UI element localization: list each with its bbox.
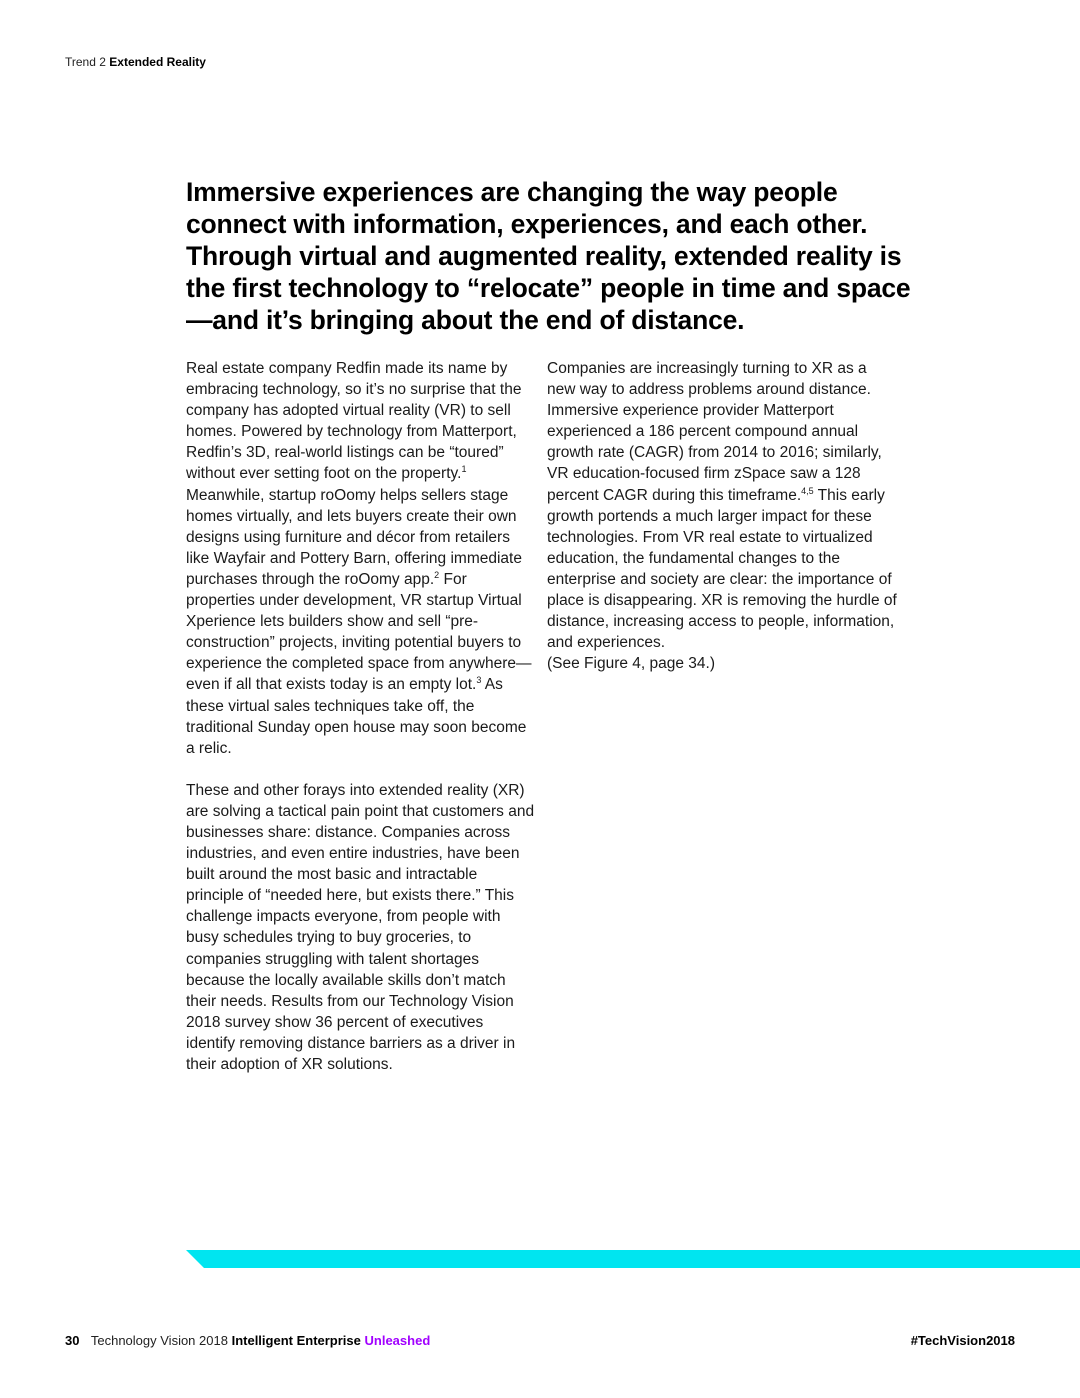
text-run: Meanwhile, startup roOomy helps sellers stage homes virtually, and lets buyers create their own designs using furniture and décor from retailers like Wayfair and Pottery Barn, offering immediate purchases through the roOomy app. — [186, 486, 522, 588]
text-run: Real estate company Redfin made its name by embracing technology, so it’s no surprise that the company has adopted virtual reality (VR) to sell homes. Powered by technology from Matterport, Redfin’s 3D, real-world listings can be “toured” without ever setting foot on the property. — [186, 360, 522, 483]
figure-reference: (See Figure 4, page 34.) — [547, 655, 716, 673]
header-trend: Trend 2 — [65, 55, 106, 69]
footer-hashtag: #TechVision2018 — [910, 1333, 1015, 1348]
footer-publication: Technology Vision 2018 — [90, 1333, 228, 1348]
left-column — [186, 358, 536, 1075]
footer-left — [65, 1333, 430, 1348]
right-column — [547, 358, 897, 674]
running-header — [65, 55, 206, 69]
footnote-ref: 2 — [434, 569, 440, 580]
footnote-ref: 3 — [476, 675, 482, 686]
footer-title-bold: Intelligent Enterprise — [231, 1333, 361, 1348]
text-run: For properties under development, VR startup Virtual Xperience lets builders show and sell “pre-construction” projects, inviting potential buyers to experience the completed space from anywhere—even if all that exists today is an empty lot. — [186, 570, 532, 694]
footnote-ref: 1 — [461, 464, 467, 475]
accent-stripe — [186, 1250, 1080, 1268]
header-title: Extended Reality — [109, 55, 206, 69]
text-run: Companies are increasingly turning to XR as a new way to address problems around distance. Immersive experience provider Matterport experienced a 186 percent compound annual growth rate (CAGR) from 2014 to 2016; similarly, VR education-focused firm zSpace saw a 128 percent CAGR during this timeframe. — [547, 360, 882, 504]
paragraph-distance: These and other forays into extended reality (XR) are solving a tactical pain point that customers and businesses share: distance. Companies across industries, and even entire industries, have been built around the most basic and intractable principle of “needed here, but exists there.” This challenge impacts everyone, from people with busy schedules trying to buy groceries, to companies struggling with talent shortages because the locally available skills don’t match their needs. Results from our Technology Vision 2018 survey show 36 percent of executives identify removing distance barriers as a driver in their adoption of XR solutions. — [186, 781, 535, 1073]
text-run: As these virtual sales techniques take off, the traditional Sunday open house may soon become a relic. — [186, 676, 527, 757]
page-headline: Immersive experiences are changing the way people connect with information, experiences, and each other. Through virtual and augmented reality, extended reality is the first technology to “relocate” people in time and space—and it’s bringing about the end of distance. — [186, 177, 911, 335]
paragraph-growth — [547, 358, 897, 674]
footer-title-accent: Unleashed — [364, 1333, 431, 1348]
footnote-ref: 4,5 — [801, 485, 814, 496]
text-run: This early growth portends a much larger impact for these technologies. From VR real estate to virtualized education, the fundamental changes to the enterprise and society are clear: the importance of place is disappearing. XR is removing the hurdle of distance, increasing access to people, information, and experiences. — [547, 486, 897, 652]
page-number: 30 — [65, 1333, 80, 1348]
paragraph-redfin — [186, 358, 536, 759]
